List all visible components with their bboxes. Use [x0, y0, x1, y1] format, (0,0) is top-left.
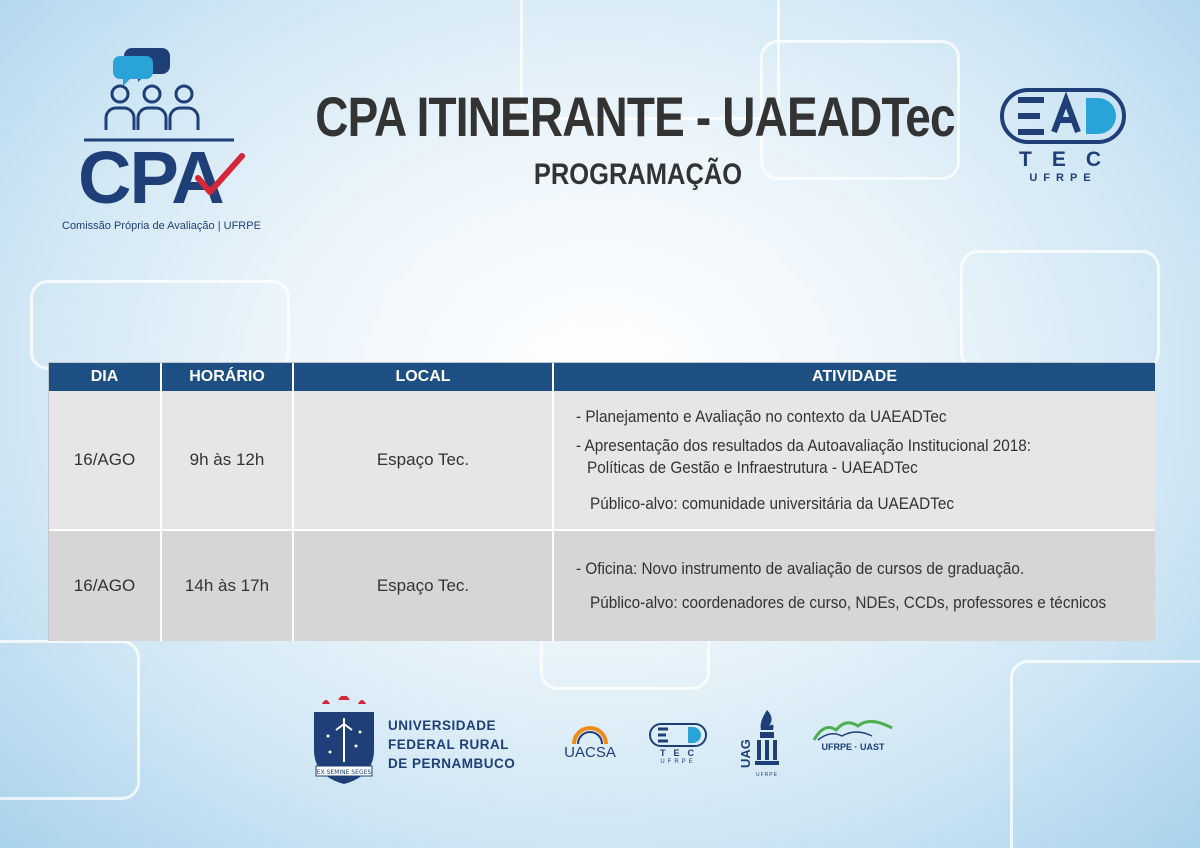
cell-dia: 16/AGO	[49, 391, 162, 529]
cell-atividade	[554, 531, 1155, 641]
cell-local: Espaço Tec.	[294, 531, 554, 641]
gear-icon	[560, 720, 620, 746]
activity-line: - Oficina: Novo instrumento de avaliação de cursos de graduação.	[576, 559, 1025, 578]
table-header	[49, 363, 1155, 391]
cell-dia: 16/AGO	[49, 531, 162, 641]
schedule-table	[48, 362, 1154, 641]
uag-logo	[736, 708, 786, 780]
ead-tec-label: TEC	[1019, 148, 1121, 171]
table-row	[49, 531, 1155, 641]
activity-line: Políticas de Gestão e Infraestrutura - UAEADTec	[587, 458, 918, 477]
ead-logo-icon	[998, 86, 1128, 148]
torch-icon	[752, 708, 782, 768]
uacsa-label: UACSA	[564, 744, 616, 761]
seal-motto: EX SEMINE SEGES	[316, 769, 372, 776]
ufrpe-line: FEDERAL RURAL	[388, 737, 509, 752]
ead-ufrpe-label: UFRPE	[1029, 172, 1097, 184]
uast-label: UFRPE · UAST	[821, 742, 885, 752]
header-dia: DIA	[49, 363, 162, 391]
table-row	[49, 391, 1155, 529]
ead-tec-small-logo	[648, 722, 708, 772]
ead-small-tec: TEC	[660, 748, 702, 758]
header-local: LOCAL	[294, 363, 554, 391]
header-horario: HORÁRIO	[162, 363, 294, 391]
cpa-logo-text: CPA	[78, 136, 223, 219]
ufrpe-seal	[308, 696, 380, 788]
ufrpe-line: UNIVERSIDADE	[388, 718, 497, 733]
cell-horario: 14h às 17h	[162, 531, 294, 641]
ead-small-ufrpe: UFRPE	[660, 759, 696, 765]
cell-atividade	[554, 391, 1155, 529]
page-subtitle: PROGRAMAÇÃO	[533, 158, 743, 191]
activity-line: - Apresentação dos resultados da Autoavaliação Institucional 2018:	[576, 436, 1032, 455]
ead-tec-logo	[998, 86, 1128, 186]
mountain-icon	[812, 720, 894, 742]
uag-label: UAG	[738, 739, 753, 768]
cell-local: Espaço Tec.	[294, 391, 554, 529]
page-title: CPA ITINERANTE - UAEADTec	[315, 85, 955, 148]
uast-logo	[812, 720, 894, 770]
uacsa-logo	[560, 720, 620, 768]
header-atividade: ATIVIDADE	[554, 363, 1155, 391]
ufrpe-name	[388, 716, 515, 773]
cell-horario: 9h às 12h	[162, 391, 294, 529]
audience-line: Público-alvo: comunidade universitária da UAEADTec	[590, 494, 954, 513]
activity-line: - Planejamento e Avaliação no contexto da UAEADTec	[576, 407, 947, 426]
uag-ufrpe: UFRPE	[756, 772, 778, 778]
ead-small-icon	[648, 722, 708, 748]
ufrpe-line: DE PERNAMBUCO	[388, 756, 516, 771]
cpa-caption: Comissão Própria de Avaliação | UFRPE	[62, 220, 261, 232]
audience-line: Público-alvo: coordenadores de curso, NDEs, CCDs, professores e técnicos	[590, 593, 1107, 612]
